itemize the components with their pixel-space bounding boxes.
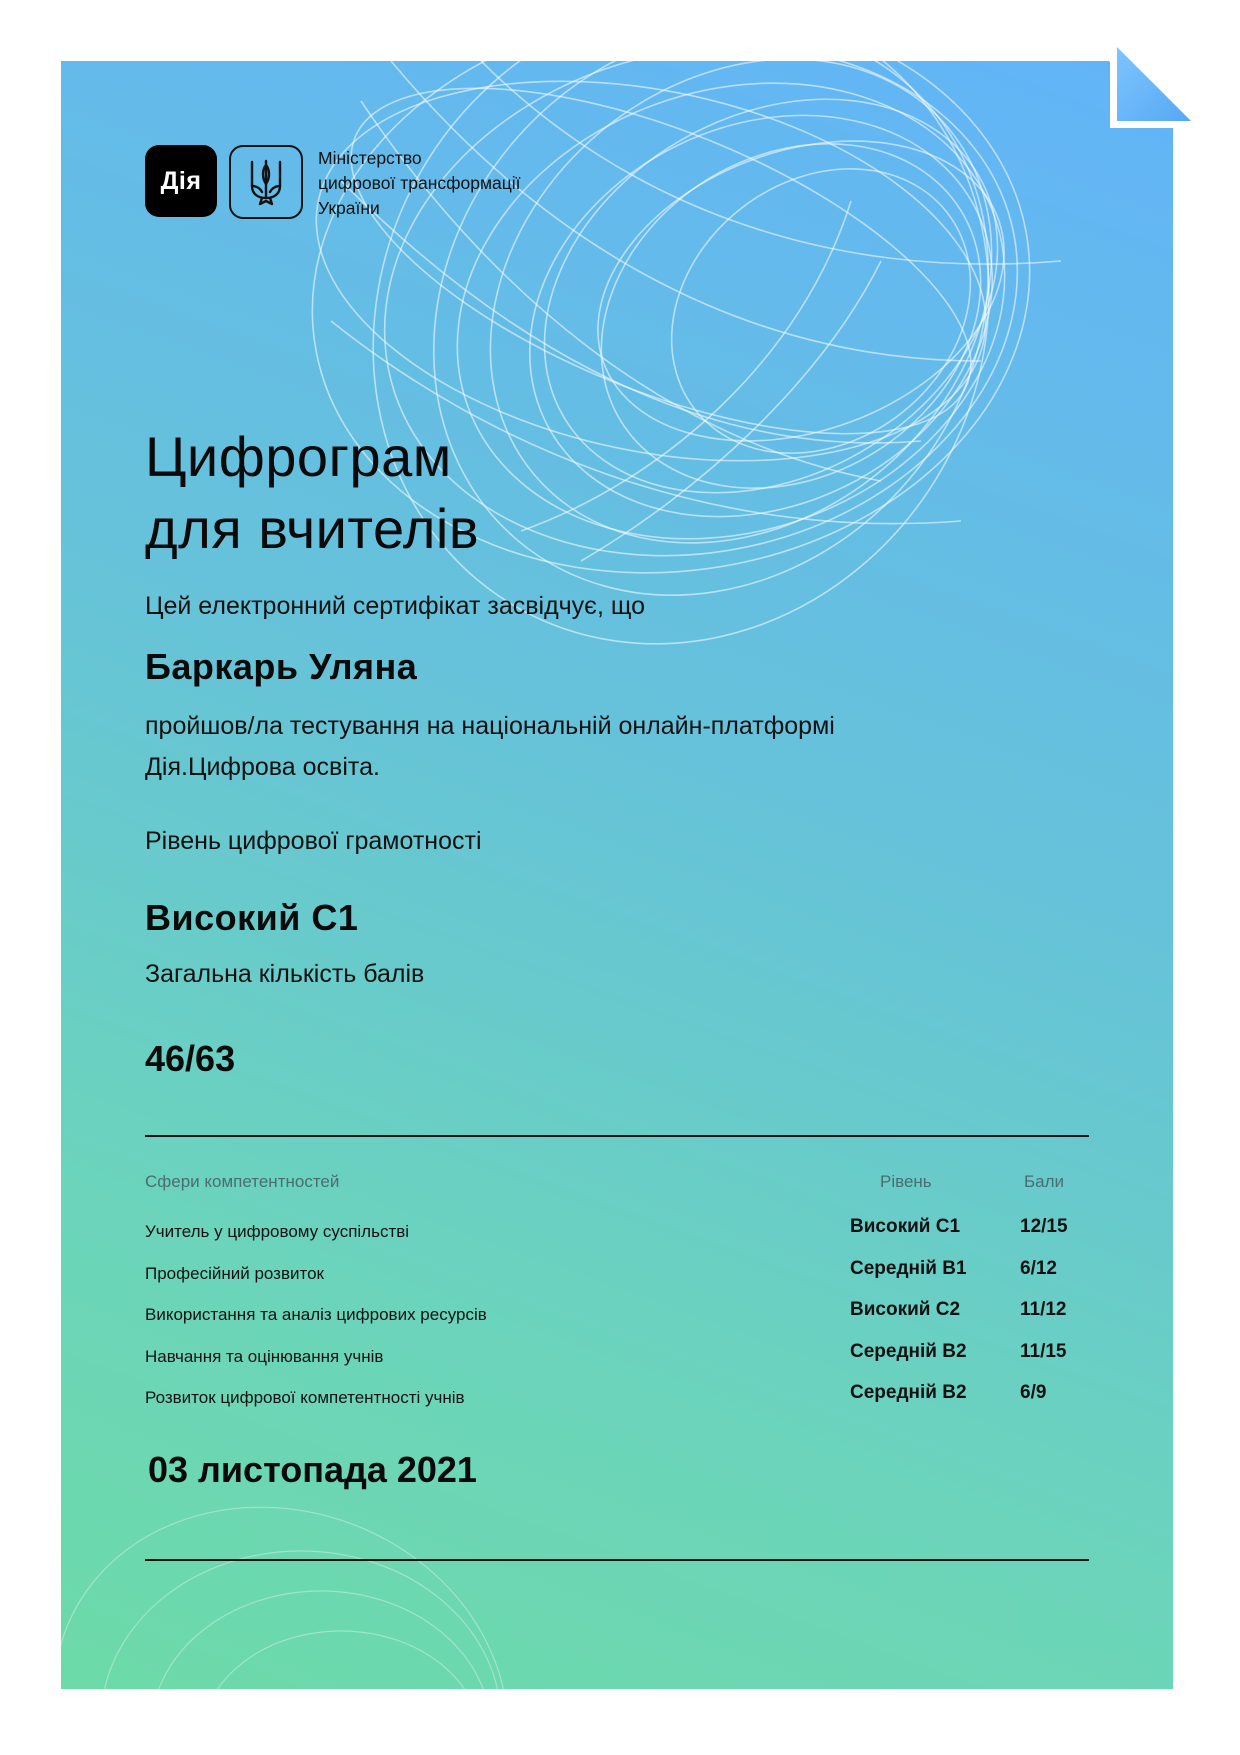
table-row-area: Учитель у цифровому суспільстві bbox=[145, 1222, 410, 1241]
table-row-level: Високий С1 bbox=[850, 1216, 961, 1237]
page-fold-corner bbox=[1117, 47, 1191, 121]
header-area: Сфери компетентностей bbox=[145, 1172, 340, 1191]
table-row-area: Навчання та оцінювання учнів bbox=[145, 1347, 384, 1366]
table-row-area: Розвиток цифрової компетентності учнів bbox=[145, 1388, 465, 1407]
ministry-name bbox=[318, 146, 618, 221]
certificate-sheet bbox=[61, 61, 1173, 1689]
table-row-score: 6/9 bbox=[1020, 1382, 1047, 1403]
passed-line-1: пройшов/ла тестування на національній онлайн-платформі bbox=[145, 712, 835, 740]
header-score: Бали bbox=[1024, 1172, 1065, 1191]
table-row-level: Високий С2 bbox=[850, 1299, 961, 1320]
total-label: Загальна кількість балів bbox=[145, 960, 425, 988]
trident-icon bbox=[229, 145, 303, 219]
divider-bottom bbox=[145, 1559, 1089, 1561]
ministry-line-2: цифрової трансформації bbox=[318, 173, 521, 193]
intro-text: Цей електронний сертифікат засвідчує, що bbox=[145, 592, 646, 620]
header-level: Рівень bbox=[880, 1172, 932, 1191]
table-row-level: Середній В2 bbox=[850, 1341, 967, 1362]
ministry-line-3: України bbox=[318, 198, 380, 218]
ministry-line-1: Міністерство bbox=[318, 148, 422, 168]
literacy-value: Високий С1 bbox=[145, 897, 359, 938]
person-name: Баркарь Уляна bbox=[145, 646, 418, 687]
table-row-level: Середній В1 bbox=[850, 1258, 967, 1279]
table-row-area: Професійний розвиток bbox=[145, 1264, 324, 1283]
diia-logo-text: Дія bbox=[160, 166, 202, 195]
table-row-level: Середній В2 bbox=[850, 1382, 967, 1403]
divider-top bbox=[145, 1135, 1089, 1137]
passed-line-2: Дія.Цифрова освіта. bbox=[145, 753, 380, 781]
table-row-score: 6/12 bbox=[1020, 1258, 1057, 1279]
table-row-score: 11/15 bbox=[1020, 1341, 1067, 1362]
issue-date: 03 листопада 2021 bbox=[148, 1449, 477, 1490]
total-score: 46/63 bbox=[145, 1038, 236, 1079]
table-row-score: 12/15 bbox=[1020, 1216, 1068, 1237]
title-line-1: Цифрограм bbox=[145, 425, 452, 488]
diia-logo bbox=[145, 145, 217, 217]
certificate-title bbox=[145, 421, 479, 565]
table-row-area: Використання та аналіз цифрових ресурсів bbox=[145, 1305, 487, 1324]
literacy-label: Рівень цифрової грамотності bbox=[145, 827, 482, 855]
wireframe-sphere-decoration bbox=[61, 61, 1173, 1689]
trident-icon-svg bbox=[246, 158, 286, 206]
table-row-score: 11/12 bbox=[1020, 1299, 1067, 1320]
title-line-2: для вчителів bbox=[145, 497, 480, 560]
